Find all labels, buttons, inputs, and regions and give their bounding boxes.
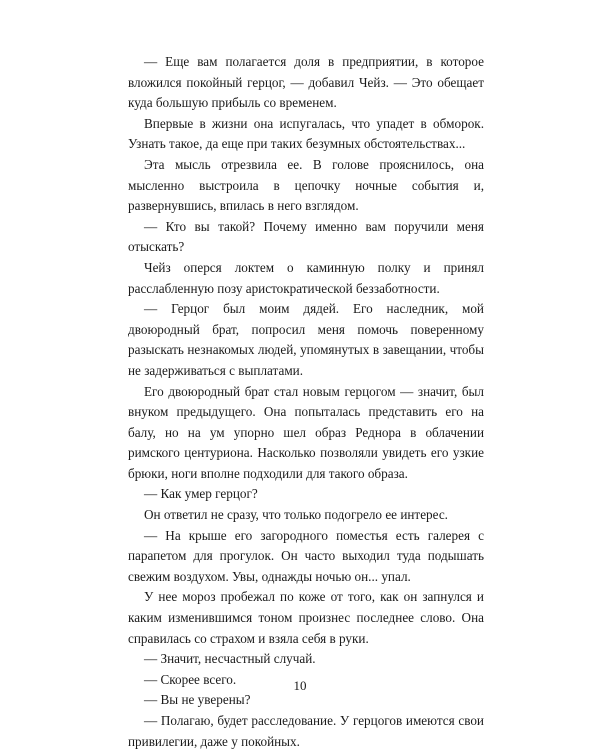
paragraph: Чейз оперся локтем о каминную полку и принял расслабленную позу аристократической беззаботности. (128, 259, 484, 296)
paragraph: — Вы не уверены? (144, 692, 251, 708)
paragraph: У нее мороз пробежал по коже от того, как он запнулся и каким изменившимся тоном произнес последнее слово. Она справилась со страхом и взяла себя в руки. (128, 589, 484, 646)
paragraph: Его двоюродный брат стал новым герцогом — значит, был внуком предыдущего. Она попыталась представить его на балу, но на ум упорно шел образ Реднора в облачении римского центуриона. Насколько позволяли увидеть его узкие брюки, ноги вполне подходили для такого образа. (128, 383, 484, 481)
page-number: 10 (293, 678, 307, 693)
paragraph: — Скорее всего. (144, 671, 237, 687)
paragraph: — Значит, несчастный случай. (144, 651, 316, 667)
paragraph: — Как умер герцог? (144, 486, 258, 502)
body-text (128, 52, 484, 752)
paragraph: — Еще вам полагается доля в предприятии, в которое вложился покойный герцог, — добавил Чейз. — Это обещает куда большую прибыль со временем. (128, 54, 484, 111)
paragraph: Он ответил не сразу, что только подогрело ее интерес. (144, 507, 448, 523)
paragraph: — На крыше его загородного поместья есть галерея с парапетом для прогулок. Он часто выходил туда подышать свежим воздухом. Увы, однажды ночью он... упал. (128, 527, 484, 584)
paragraph: Впервые в жизни она испугалась, что упадет в обморок. Узнать такое, да еще при таких безумных обстоятельствах... (128, 115, 484, 152)
paragraph: — Полагаю, будет расследование. У герцогов имеются свои привилегии, даже у покойных. (128, 713, 484, 749)
paragraph: Эта мысль отрезвила ее. В голове прояснилось, она мысленно выстроила в цепочку ночные события и, развернувшись, впилась в него взглядом. (128, 156, 484, 214)
paragraph: — Герцог был моим дядей. Его наследник, мой двоюродный брат, попросил меня помочь повеpенному разыскать незнакомых людей, упомянутых в завещании, чтобы не задерживаться с выплатами. (128, 301, 484, 378)
paragraph: — Кто вы такой? Почему именно вам поручили меня отыскать? (128, 218, 484, 255)
